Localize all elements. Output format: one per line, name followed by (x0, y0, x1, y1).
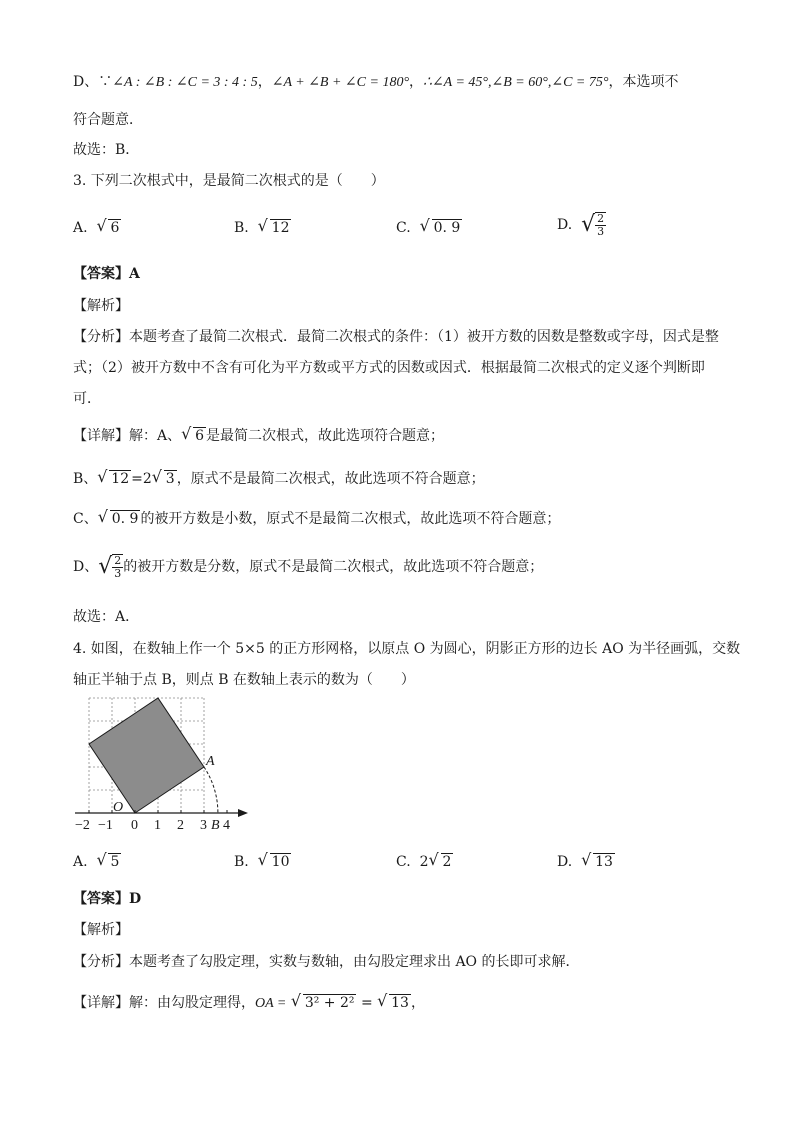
equals: = (360, 995, 373, 1011)
q2-option-d-line: D、∵∠A : ∠B : ∠C = 3 : 4 : 5，∠A + ∠B + ∠C = 180°，∴∠A = 45°,∠B = 60°,∠C = 75°，本选项不 (73, 74, 679, 90)
sqrt: √ 6 (96, 216, 120, 236)
sqrt: √ 0. 9 (419, 216, 461, 236)
radicand: 0. 9 (111, 511, 139, 527)
q2-angle-result: ∴∠A = 45°,∠B = 60°,∠C = 75° (423, 75, 609, 90)
radicand: 3 (165, 471, 175, 487)
sqrt: √ 2 (428, 850, 452, 870)
radicand: 12 (271, 220, 290, 236)
q2-choice: 故选：B． (73, 142, 140, 158)
q3-analysis-line2: 式；（2）被开方数中不含有可化为平方数或平方式的因数或因式．根据最简二次根式的定义逐个判断即 (73, 360, 705, 376)
q3-option-d (557, 210, 606, 240)
q3-option-c (396, 218, 462, 238)
q3-answer (73, 264, 140, 284)
detail-suffix: ， (410, 995, 425, 1011)
radicand: 3² + 2² (304, 995, 355, 1011)
detail-lhs: OA = (255, 996, 287, 1011)
tick-label: 2 (177, 818, 184, 833)
q2-d-suffix: ，本选项不 (608, 74, 679, 90)
label-B: B (211, 818, 220, 833)
sqrt: √ 10 (257, 850, 290, 870)
sqrt: √ 0. 9 (97, 507, 139, 527)
coefficient: 2 (419, 854, 429, 870)
q3-analysis-line1: 【分析】本题考查了最简二次根式．最简二次根式的条件：（1）被开方数的因数是整数或字母，因式是整 (73, 329, 719, 345)
shaded-square (89, 698, 204, 813)
sqrt: √ 6 (181, 424, 205, 444)
radicand: 5 (110, 854, 120, 870)
numerator: 2 (597, 212, 605, 225)
q3-detail-c (73, 509, 560, 529)
q3-analysis-line3: 可． (73, 391, 101, 407)
q4-analysis-line1: 【分析】本题考查了勾股定理，实数与数轴，由勾股定理求出 AO 的长即可求解． (73, 954, 580, 970)
tick-label: 3 (200, 818, 207, 833)
radicand: 0. 9 (433, 220, 461, 236)
number-line-figure (70, 695, 260, 835)
q3-option-b (234, 218, 291, 238)
detail-suffix: ，原式不是最简二次根式，故此选项不符合题意； (176, 471, 485, 487)
radicand: 2 (442, 854, 452, 870)
sqrt: √ 3 (151, 467, 175, 487)
q4-option-b-label: B. (234, 854, 249, 870)
arc (204, 767, 218, 813)
q4-option-b (234, 852, 291, 872)
sqrt: √ 13 (377, 991, 409, 1011)
q3-choice: 故选：A． (73, 609, 140, 625)
radicand: 13 (391, 995, 409, 1011)
q3-option-d-label: D. (557, 217, 573, 233)
label-O: O (113, 800, 124, 815)
q2-angle-sum: ∠A + ∠B + ∠C = 180° (271, 75, 410, 90)
tick-label: 4 (223, 818, 230, 833)
numerator: 2 (114, 554, 122, 567)
sqrt: √ 3² + 2² (290, 991, 355, 1011)
q3-option-a (73, 218, 121, 238)
q3-option-c-label: C. (396, 220, 411, 236)
detail-prefix: 【详解】解：由勾股定理得， (73, 995, 255, 1011)
q3-option-b-label: B. (234, 220, 249, 236)
tick-label: 1 (154, 818, 161, 833)
q2-d-prefix: D、∵ (73, 74, 113, 90)
q4-detail (73, 990, 425, 1017)
q4-option-d-label: D. (557, 854, 573, 870)
detail-suffix: 的被开方数是小数，原式不是最简二次根式，故此选项不符合题意； (140, 511, 561, 527)
sqrt: √ 13 (581, 850, 613, 870)
sqrt: √ 5 (96, 850, 120, 870)
q4-option-a (73, 852, 121, 872)
axis-arrow (238, 809, 248, 817)
denominator: 3 (114, 567, 122, 580)
fraction (112, 554, 123, 580)
detail-suffix: 是最简二次根式，故此选项符合题意； (206, 428, 445, 444)
radicand: 12 (111, 471, 130, 487)
radicand: 6 (110, 220, 120, 236)
q3-detail-b (73, 469, 485, 489)
q2-option-d-line2: 符合题意． (73, 112, 143, 128)
q4-stem-line1: 4. 如图，在数轴上作一个 5×5 的正方形网格，以原点 O 为圆心，阴影正方形的边长 AO 为半径画弧，交数 (73, 641, 741, 657)
equals-two: =2 (131, 471, 152, 487)
answer-text: 【答案】D (73, 891, 142, 907)
q3-detail-d (73, 552, 543, 582)
q4-option-d (557, 852, 615, 872)
q2-ratio: ∠A : ∠B : ∠C = 3 : 4 : 5 (112, 75, 258, 90)
q4-answer (73, 889, 141, 909)
radicand: 13 (595, 854, 613, 870)
fraction (595, 212, 606, 238)
radicand: 10 (271, 854, 290, 870)
sqrt: √ 12 (257, 216, 290, 236)
q4-stem-line2: 轴正半轴于点 B，则点 B 在数轴上表示的数为（ ） (73, 672, 415, 688)
q4-option-c (396, 852, 453, 872)
detail-suffix: 的被开方数是分数，原式不是最简二次根式，故此选项不符合题意； (123, 559, 544, 575)
q3-detail-a (73, 426, 444, 446)
q4-analysis-title: 【解析】 (73, 922, 129, 938)
q3-option-a-label: A. (73, 220, 88, 236)
tick-label: 0 (131, 818, 138, 833)
detail-prefix: D、 (73, 559, 99, 575)
sqrt-sign: √ (581, 212, 596, 237)
answer-text: 【答案】A (73, 266, 140, 282)
detail-prefix: C、 (73, 511, 98, 527)
detail-prefix: 【详解】解：A、 (73, 428, 182, 444)
tick-label: −1 (98, 818, 113, 833)
denominator: 3 (597, 225, 605, 238)
detail-prefix: B、 (73, 471, 98, 487)
sqrt: √ 12 (97, 467, 130, 487)
q4-option-a-label: A. (73, 854, 88, 870)
q4-option-c-label: C. (396, 854, 411, 870)
q3-analysis-title: 【解析】 (73, 298, 129, 314)
tick-label: −2 (75, 818, 90, 833)
q3-stem: 3. 下列二次根式中，是最简二次根式的是（ ） (73, 173, 385, 189)
label-A: A (206, 754, 215, 769)
radicand: 6 (195, 428, 205, 444)
sqrt-sign: √ (98, 554, 113, 579)
